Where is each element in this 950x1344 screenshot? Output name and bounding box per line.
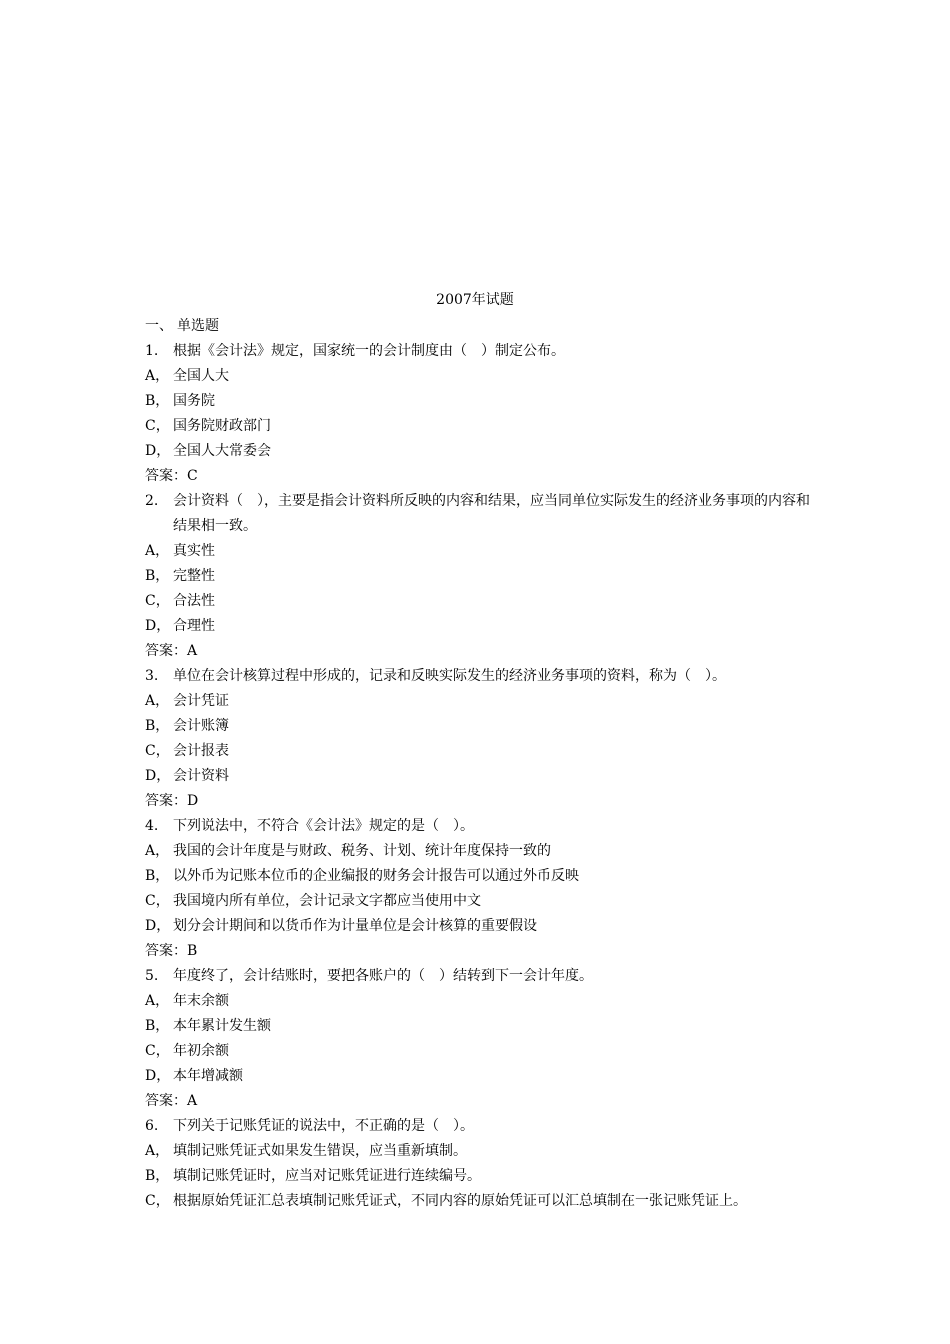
option-label: B， [145,718,170,734]
option-text: 会计凭证 [173,693,229,709]
question-text: 根据《会计法》规定，国家统一的会计制度由（ ）制定公布。 [173,343,565,359]
option-item [145,564,815,589]
document-title: 2007年试题 [436,292,514,308]
option-text: 以外币为记账本位币的企业编报的财务会计报告可以通过外币反映 [173,868,579,884]
answer-line [145,639,815,664]
option-text: 合法性 [173,593,215,609]
option-item [145,989,815,1014]
question-number: 2. [145,493,159,509]
option-item [145,1189,815,1214]
section-title: 单选题 [177,318,219,334]
option-text: 年末余额 [173,993,229,1009]
option-text: 全国人大 [173,368,229,384]
question-number: 3. [145,668,159,684]
section-number: 一、 [145,318,173,334]
option-item [145,1139,815,1164]
option-label: A， [145,543,170,559]
option-label: D， [145,1068,171,1084]
option-item [145,364,815,389]
question-stem [145,964,815,989]
option-text: 本年增减额 [173,1068,243,1084]
option-label: D， [145,918,171,934]
option-item [145,914,815,939]
option-text: 填制记账凭证式如果发生错误，应当重新填制。 [173,1143,467,1159]
option-item [145,614,815,639]
option-item [145,689,815,714]
answer-line [145,1089,815,1114]
option-label: C， [145,593,170,609]
option-label: A， [145,693,170,709]
option-label: D， [145,443,171,459]
option-text: 会计账簿 [173,718,229,734]
option-text: 会计报表 [173,743,229,759]
option-item [145,1039,815,1064]
question-number: 4. [145,818,159,834]
option-label: C， [145,893,170,909]
option-text: 全国人大常委会 [173,443,271,459]
option-text: 年初余额 [173,1043,229,1059]
answer-value: D [187,793,199,809]
question-text: 年度终了，会计结账时，要把各账户的（ ）结转到下一会计年度。 [173,968,593,984]
question-text: 单位在会计核算过程中形成的，记录和反映实际发生的经济业务事项的资料，称为（ ）。 [173,668,726,684]
question-stem [145,1114,815,1139]
option-label: B， [145,393,170,409]
option-label: C， [145,743,170,759]
answer-prefix: 答案： [145,1093,187,1109]
answer-prefix: 答案： [145,943,187,959]
option-item [145,1164,815,1189]
option-text: 本年累计发生额 [173,1018,271,1034]
option-label: A， [145,368,170,384]
question-stem [145,339,815,364]
option-text: 国务院 [173,393,215,409]
option-label: A， [145,1143,170,1159]
option-label: A， [145,843,170,859]
option-item [145,764,815,789]
option-text: 填制记账凭证时，应当对记账凭证进行连续编号。 [173,1168,481,1184]
question-list [145,314,815,1214]
option-label: D， [145,618,171,634]
option-text: 划分会计期间和以货币作为计量单位是会计核算的重要假设 [173,918,537,934]
question-6 [145,1114,815,1214]
option-item [145,414,815,439]
option-text: 我国的会计年度是与财政、税务、计划、统计年度保持一致的 [173,843,551,859]
answer-value: A [187,1093,198,1109]
answer-value: C [187,468,198,484]
question-number: 1. [145,343,159,359]
question-2 [145,489,815,664]
answer-line [145,939,815,964]
option-item [145,1014,815,1039]
question-1 [145,339,815,489]
answer-prefix: 答案： [145,468,187,484]
answer-line [145,464,815,489]
question-5 [145,964,815,1114]
option-text: 国务院财政部门 [173,418,271,434]
option-item [145,589,815,614]
question-text: 会计资料（ ），主要是指会计资料所反映的内容和结果，应当同单位实际发生的经济业务事项的内容和结果相一致。 [173,493,810,534]
answer-line [145,789,815,814]
question-text: 下列说法中，不符合《会计法》规定的是（ ）。 [173,818,474,834]
option-label: D， [145,768,171,784]
option-label: B， [145,868,170,884]
option-item [145,439,815,464]
option-item [145,1064,815,1089]
option-item [145,839,815,864]
question-stem [145,489,815,539]
answer-prefix: 答案： [145,643,187,659]
option-text: 完整性 [173,568,215,584]
option-text: 会计资料 [173,768,229,784]
option-item [145,889,815,914]
option-label: B， [145,1168,170,1184]
option-item [145,539,815,564]
option-item [145,864,815,889]
option-text: 真实性 [173,543,215,559]
option-item [145,389,815,414]
question-stem [145,814,815,839]
question-4 [145,814,815,964]
option-label: A， [145,993,170,1009]
option-label: C， [145,418,170,434]
answer-value: B [187,943,198,959]
option-item [145,714,815,739]
option-label: B， [145,1018,170,1034]
question-number: 5. [145,968,159,984]
question-3 [145,664,815,814]
option-text: 我国境内所有单位，会计记录文字都应当使用中文 [173,893,481,909]
answer-prefix: 答案： [145,793,187,809]
option-item [145,739,815,764]
option-label: B， [145,568,170,584]
question-stem [145,664,815,689]
question-number: 6. [145,1118,159,1134]
answer-value: A [187,643,198,659]
section-heading [145,314,815,339]
option-text: 根据原始凭证汇总表填制记账凭证式，不同内容的原始凭证可以汇总填制在一张记账凭证上。 [173,1193,747,1209]
option-text: 合理性 [173,618,215,634]
question-text: 下列关于记账凭证的说法中，不正确的是（ ）。 [173,1118,474,1134]
option-label: C， [145,1043,170,1059]
option-label: C， [145,1193,170,1209]
